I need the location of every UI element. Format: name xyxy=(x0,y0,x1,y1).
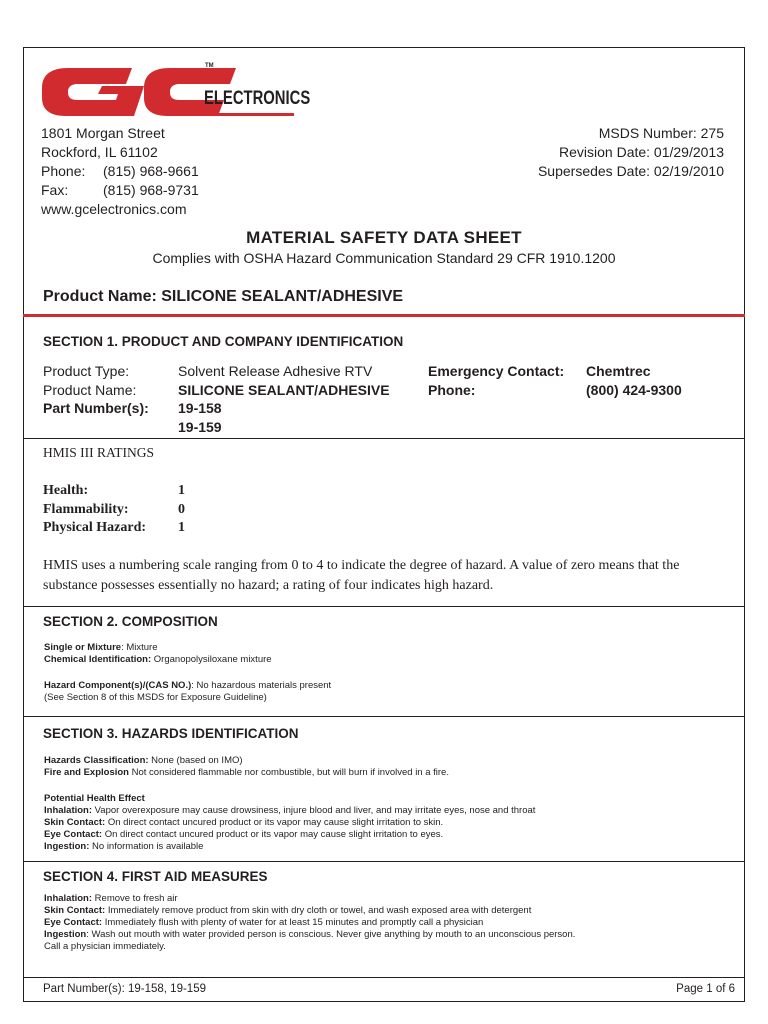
hmis-heading: HMIS III RATINGS xyxy=(43,445,154,460)
brand-underline xyxy=(204,113,294,116)
msds-number: MSDS Number: 275 xyxy=(598,125,724,141)
section-2-body: Single or Mixture: Mixture Chemical Identification: Organopolysiloxane mixture Hazard Component(s)/(CAS NO.): No hazardous materials present (See Section 8 of this MSDS for Exposure Guideline) xyxy=(44,642,332,703)
hmis-note: HMIS uses a numbering scale ranging from 0 to 4 to indicate the degree of hazard. A value of zero means that the substance possesses essentially no hazard; a rating of four indicates high hazard. xyxy=(43,558,680,593)
section-3-body: Hazards Classification: None (based on IMO) Fire and Explosion Not considered flammable nor combustible, but will burn if involved in a fire. Potential Health Effect Inhalation: Vapor overexposure may cause drowsiness, injure blood and liver, and may irritate eyes, nose and throat Skin Contact: On direct contact uncured product or its vapor may cause slight irritation to skin. Eye Contact: On direct contact uncured product or its vapor may cause slight irritation to eyes. Ingestion: No information is available xyxy=(44,755,536,852)
product-type: Solvent Release Adhesive RTV xyxy=(178,363,373,379)
footer-part-numbers: Part Number(s): 19-158, 19-159 xyxy=(43,983,206,995)
divider xyxy=(23,977,745,978)
divider xyxy=(23,716,745,717)
emergency-contact: Chemtrec xyxy=(586,363,651,379)
hmis-labels: Health: Flammability: Physical Hazard: xyxy=(43,483,147,535)
hmis-values xyxy=(178,482,185,538)
street: 1801 Morgan Street xyxy=(41,125,165,141)
product-name: SILICONE SEALANT/ADHESIVE xyxy=(178,381,390,398)
part-number: 19-158 xyxy=(178,400,222,416)
section-1-values xyxy=(178,362,390,436)
phone-line: Phone: (815) 968-9661 xyxy=(41,163,199,179)
section-3-heading: SECTION 3. HAZARDS IDENTIFICATION xyxy=(43,726,299,741)
section-1-heading: SECTION 1. PRODUCT AND COMPANY IDENTIFICATION xyxy=(43,334,404,349)
emergency-phone: (800) 424-9300 xyxy=(586,381,682,398)
document-title: MATERIAL SAFETY DATA SHEET xyxy=(246,228,522,247)
trademark: TM xyxy=(205,63,214,69)
section-2-heading: SECTION 2. COMPOSITION xyxy=(43,614,218,629)
company-address xyxy=(41,124,199,219)
page-number: Page 1 of 6 xyxy=(676,983,735,995)
physical-hazard-rating: 1 xyxy=(178,520,185,535)
divider xyxy=(23,438,745,439)
section-4-heading: SECTION 4. FIRST AID MEASURES xyxy=(43,869,268,884)
supersedes-date: Supersedes Date: 02/19/2010 xyxy=(537,163,724,179)
red-divider xyxy=(23,314,745,317)
emergency-values xyxy=(586,362,682,399)
part-number: 19-159 xyxy=(178,418,222,435)
divider xyxy=(23,606,745,607)
website-link[interactable]: www.gcelectronics.com xyxy=(41,201,187,217)
fax-line: Fax: (815) 968-9731 xyxy=(41,182,199,198)
city: Rockford, IL 61102 xyxy=(41,144,158,160)
flammability-rating: 0 xyxy=(178,501,185,517)
brand-name: ELECTRONICS xyxy=(204,88,311,109)
document-subtitle: Complies with OSHA Hazard Communication Standard 29 CFR 1910.1200 xyxy=(152,250,616,266)
section-1-labels: Product Type: Product Name: Part Number(s): xyxy=(43,363,149,416)
divider xyxy=(23,861,745,862)
fax-number: (815) 968-9731 xyxy=(103,182,199,198)
product-name-heading: Product Name: SILICONE SEALANT/ADHESIVE xyxy=(43,288,404,305)
health-rating: 1 xyxy=(178,483,185,498)
emergency-labels: Emergency Contact: Phone: xyxy=(428,363,565,398)
revision-date: Revision Date: 01/29/2013 xyxy=(559,144,724,160)
msds-info xyxy=(538,124,724,181)
phone-number: (815) 968-9661 xyxy=(103,163,199,179)
section-4-body: Inhalation: Remove to fresh air Skin Contact: Immediately remove product from skin with dry cloth or towel, and wash exposed area with detergent Eye Contact: Immediately flush with plenty of water for at least 15 minutes and promptly call a physician Ingestion: Wash out mouth with water provided person is conscious. Never give anything by mouth to an unconscious person. Call a physician immediately. xyxy=(44,893,576,952)
product-name-value: SILICONE SEALANT/ADHESIVE xyxy=(161,288,404,305)
